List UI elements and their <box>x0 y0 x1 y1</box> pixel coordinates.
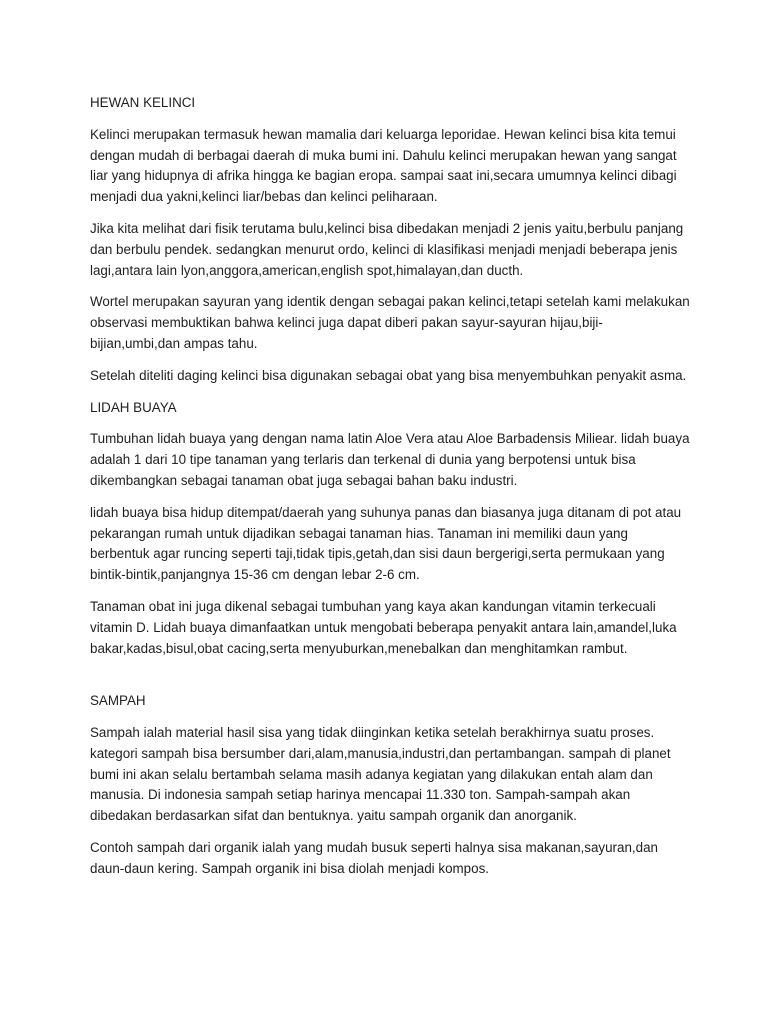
paragraph: Setelah diteliti daging kelinci bisa digunakan sebagai obat yang bisa menyembuhkan penyakit asma. <box>90 367 687 383</box>
paragraph: Tumbuhan lidah buaya yang dengan nama latin Aloe Vera atau Aloe Barbadensis Miliear. lidah buaya adalah 1 dari 10 tipe tanaman yang terlaris dan terkenal di dunia yang berpotensi untuk bisa dikembangkan sebagai tanaman obat juga sebagai bahan baku industri. <box>90 431 690 488</box>
paragraph: Kelinci merupakan termasuk hewan mamalia dari keluarga leporidae. Hewan kelinci bisa kita temui dengan mudah di berbagai daerah di muka bumi ini. Dahulu kelinci merupakan hewan yang sangat liar yang hidupnya di afrika hingga ke bagian eropa. sampai saat ini,secara umumnya kelinci dibagi menjadi dua yakni,kelinci liar/bebas dan kelinci peliharaan. <box>90 126 677 205</box>
section-sampah <box>90 691 690 879</box>
document-body <box>90 93 690 891</box>
section-lidah-buaya <box>90 398 690 660</box>
paragraph: Sampah ialah material hasil sisa yang tidak diinginkan ketika setelah berakhirnya suatu proses. kategori sampah bisa bersumber dari,alam,manusia,industri,dan pertambangan. sampah di planet bumi ini akan selalu bertambah selama masih adanya kegiatan yang dilakukan entah alam dan manusia. Di indonesia sampah setiap harinya mencapai 11.330 ton. Sampah-sampah akan dibedakan berdasarkan sifat dan bentuknya. yaitu sampah organik dan anorganik. <box>90 724 671 824</box>
paragraph: Tanaman obat ini juga dikenal sebagai tumbuhan yang kaya akan kandungan vitamin terkecuali vitamin D. Lidah buaya dimanfaatkan untuk mengobati beberapa penyakit antara lain,amandel,luka bakar,kadas,bisul,obat cacing,serta menyuburkan,menebalkan dan menghitamkan rambut. <box>90 598 677 656</box>
paragraph: Wortel merupakan sayuran yang identik dengan sebagai pakan kelinci,tetapi setelah kami melakukan observasi membuktikan bahwa kelinci juga dapat diberi pakan sayur-sayuran hijau,biji-bijian,umbi,dan ampas tahu. <box>90 294 690 351</box>
paragraph: Contoh sampah dari organik ialah yang mudah busuk seperti halnya sisa makanan,sayuran,dan daun-daun kering. Sampah organik ini bisa diolah menjadi kompos. <box>90 839 658 876</box>
blank-line <box>90 670 690 691</box>
section-heading: HEWAN KELINCI <box>90 95 196 110</box>
section-heading: LIDAH BUAYA <box>90 399 177 415</box>
paragraph: Jika kita melihat dari fisik terutama bulu,kelinci bisa dibedakan menjadi 2 jenis yaitu,berbulu panjang dan berbulu pendek. sedangkan menurut ordo, kelinci di klasifikasi menjadi menjadi beberapa jenis lagi,antara lain lyon,anggora,american,english spot,himalayan,dan ducth. <box>90 220 684 278</box>
section-hewan-kelinci <box>90 93 690 387</box>
paragraph: lidah buaya bisa hidup ditempat/daerah yang suhunya panas dan biasanya juga ditanam di pot atau pekarangan rumah untuk dijadikan sebagai tanaman hias. Tanaman ini memiliki daun yang berbentuk agar runcing seperti taji,tidak tipis,getah,dan sisi daun bergerigi,serta permukaan yang bintik-bintik,panjangnya 15-36 cm dengan lebar 2-6 cm. <box>90 504 682 583</box>
section-heading: SAMPAH <box>90 693 146 709</box>
